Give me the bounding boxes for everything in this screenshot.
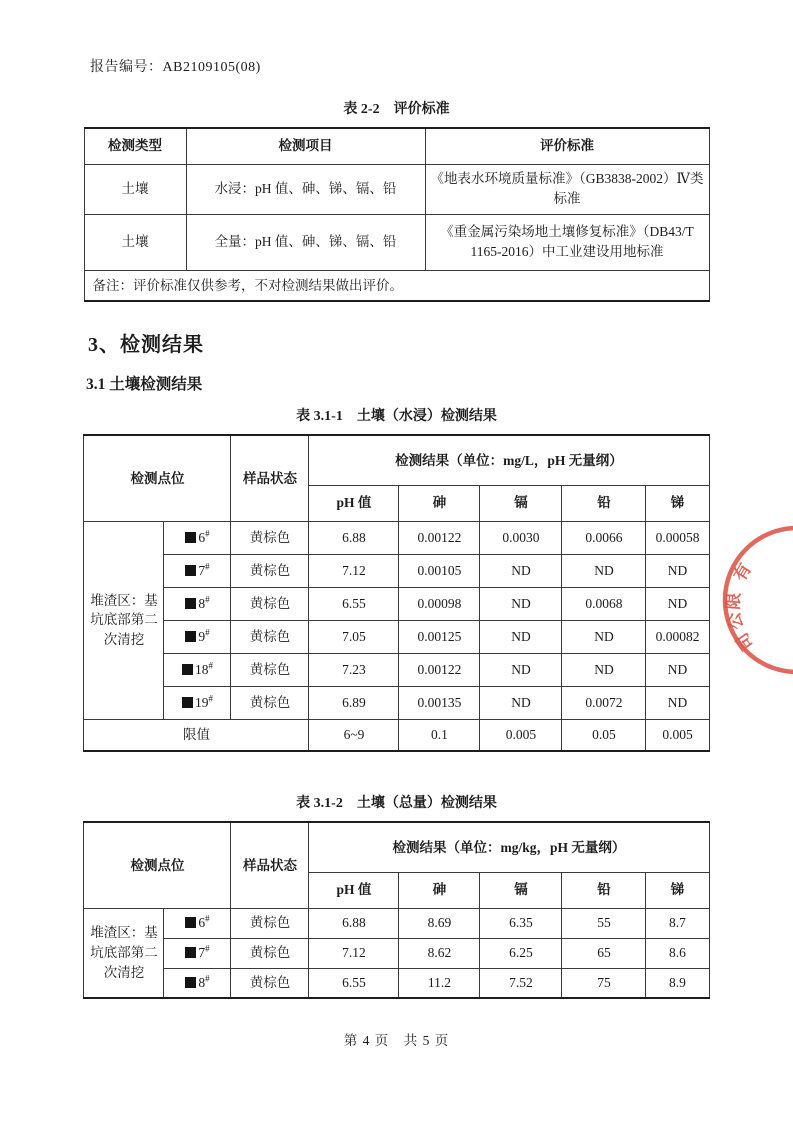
sample-id: 6 bbox=[198, 915, 206, 931]
section-heading: 3、检测结果 bbox=[88, 334, 204, 357]
value-cell: ND bbox=[646, 686, 709, 719]
value-cell: 65 bbox=[562, 938, 646, 968]
value-cell: 0.0072 bbox=[562, 686, 646, 719]
col-header-status: 样品状态 bbox=[231, 435, 309, 521]
report-number-value: AB2109105(08) bbox=[162, 60, 261, 75]
col-header-antimony: 锑 bbox=[646, 872, 709, 908]
table-header-row bbox=[84, 435, 709, 485]
table-row bbox=[84, 938, 709, 968]
test-type-cell: 土壤 bbox=[84, 214, 186, 270]
redaction-square bbox=[182, 664, 193, 675]
redaction-square bbox=[185, 631, 196, 642]
table-row bbox=[84, 587, 709, 620]
col-header-status: 样品状态 bbox=[231, 822, 309, 908]
sample-id-cell bbox=[164, 938, 231, 968]
redaction-square bbox=[185, 532, 196, 543]
value-cell: 0.00122 bbox=[399, 521, 480, 554]
sample-id: 8 bbox=[198, 595, 206, 611]
sample-id-cell bbox=[164, 587, 231, 620]
value-cell: ND bbox=[480, 653, 562, 686]
limit-value-cell: 0.1 bbox=[399, 719, 480, 751]
sample-id: 9 bbox=[198, 628, 206, 644]
col-header-result-unit: 检测结果（单位：mg/kg，pH 无量纲） bbox=[309, 822, 709, 872]
hash-mark: # bbox=[205, 561, 210, 572]
value-cell: 7.52 bbox=[480, 968, 562, 998]
value-cell: 6.55 bbox=[309, 968, 399, 998]
table-note-row bbox=[84, 270, 709, 301]
limit-value-cell: 6~9 bbox=[309, 719, 399, 751]
sample-id: 6 bbox=[198, 529, 206, 545]
col-header-point: 检测点位 bbox=[84, 435, 231, 521]
col-header-lead: 铅 bbox=[562, 872, 646, 908]
soil-total-results-table bbox=[83, 821, 709, 999]
table-header-row bbox=[84, 128, 709, 164]
seal-char: 公 bbox=[724, 610, 747, 632]
value-cell: 8.9 bbox=[646, 968, 709, 998]
redaction-square bbox=[185, 917, 196, 928]
sample-status-cell: 黄棕色 bbox=[231, 938, 309, 968]
col-header-arsenic: 砷 bbox=[399, 872, 480, 908]
value-cell: 6.88 bbox=[309, 521, 399, 554]
sample-id-cell bbox=[164, 554, 231, 587]
value-cell: 6.89 bbox=[309, 686, 399, 719]
value-cell: 8.62 bbox=[399, 938, 480, 968]
sample-id-cell bbox=[164, 968, 231, 998]
company-seal-stamp bbox=[713, 505, 793, 685]
value-cell: ND bbox=[480, 620, 562, 653]
table-header-row bbox=[84, 822, 709, 872]
hash-mark: # bbox=[205, 627, 210, 638]
value-cell: 0.0030 bbox=[480, 521, 562, 554]
value-cell: ND bbox=[480, 686, 562, 719]
hash-mark: # bbox=[205, 913, 210, 924]
sample-id: 18 bbox=[194, 661, 209, 677]
value-cell: 11.2 bbox=[399, 968, 480, 998]
standard-cell: 《地表水环境质量标准》（GB3838-2002）Ⅳ类标准 bbox=[425, 164, 709, 214]
col-header-ph: pH 值 bbox=[309, 485, 399, 521]
sample-id-cell bbox=[164, 908, 231, 938]
table-row bbox=[84, 968, 709, 998]
value-cell: 7.12 bbox=[309, 554, 399, 587]
sample-id-cell bbox=[164, 653, 231, 686]
note-cell: 备注：评价标准仅供参考，不对检测结果做出评价。 bbox=[84, 270, 709, 301]
test-items-cell: 全量：pH 值、砷、锑、镉、铅 bbox=[186, 214, 425, 270]
sample-status-cell: 黄棕色 bbox=[231, 587, 309, 620]
value-cell: 0.00105 bbox=[399, 554, 480, 587]
seal-char: 司 bbox=[732, 629, 758, 655]
table-3-1-1-title: 表 3.1-1 土壤（水浸）检测结果 bbox=[296, 409, 497, 425]
value-cell: 6.88 bbox=[309, 908, 399, 938]
location-cell: 堆渣区：基坑底部第二次清挖 bbox=[84, 908, 164, 998]
value-cell: 6.25 bbox=[480, 938, 562, 968]
hash-mark: # bbox=[208, 693, 213, 704]
limit-row bbox=[84, 719, 709, 751]
value-cell: 7.23 bbox=[309, 653, 399, 686]
sample-status-cell: 黄棕色 bbox=[231, 554, 309, 587]
limit-value-cell: 0.005 bbox=[480, 719, 562, 751]
col-header-antimony: 锑 bbox=[646, 485, 709, 521]
value-cell: 55 bbox=[562, 908, 646, 938]
table-row bbox=[84, 686, 709, 719]
seal-circle-icon bbox=[713, 505, 793, 685]
value-cell: ND bbox=[646, 653, 709, 686]
table-row bbox=[84, 554, 709, 587]
sample-status-cell: 黄棕色 bbox=[231, 968, 309, 998]
sample-status-cell: 黄棕色 bbox=[231, 620, 309, 653]
value-cell: ND bbox=[646, 554, 709, 587]
hash-mark: # bbox=[205, 943, 210, 954]
subsection-heading: 3.1 土壤检测结果 bbox=[86, 376, 203, 394]
value-cell: 0.0066 bbox=[562, 521, 646, 554]
col-header-point: 检测点位 bbox=[84, 822, 231, 908]
value-cell: ND bbox=[480, 554, 562, 587]
location-cell: 堆渣区：基坑底部第二次清挖 bbox=[84, 521, 164, 719]
standard-cell: 《重金属污染场地土壤修复标准》（DB43/T 1165-2016）中工业建设用地标准 bbox=[425, 214, 709, 270]
value-cell: 8.6 bbox=[646, 938, 709, 968]
col-header-result-unit: 检测结果（单位：mg/L，pH 无量纲） bbox=[309, 435, 709, 485]
value-cell: ND bbox=[562, 620, 646, 653]
table-row bbox=[84, 521, 709, 554]
table-row bbox=[84, 908, 709, 938]
col-header-test-type: 检测类型 bbox=[84, 128, 186, 164]
limit-value-cell: 0.05 bbox=[562, 719, 646, 751]
value-cell: 8.7 bbox=[646, 908, 709, 938]
col-header-test-items: 检测项目 bbox=[186, 128, 425, 164]
report-number bbox=[90, 56, 793, 76]
value-cell: 6.55 bbox=[309, 587, 399, 620]
hash-mark: # bbox=[205, 594, 210, 605]
seal-char: 有 bbox=[730, 560, 756, 585]
table-row bbox=[84, 214, 709, 270]
sample-id: 7 bbox=[198, 945, 206, 961]
seal-char: 限 bbox=[723, 591, 744, 611]
limit-value-cell: 0.005 bbox=[646, 719, 709, 751]
test-type-cell: 土壤 bbox=[84, 164, 186, 214]
value-cell: 0.00098 bbox=[399, 587, 480, 620]
value-cell: ND bbox=[480, 587, 562, 620]
col-header-lead: 铅 bbox=[562, 485, 646, 521]
sample-status-cell: 黄棕色 bbox=[231, 908, 309, 938]
col-header-arsenic: 砷 bbox=[399, 485, 480, 521]
sample-id: 7 bbox=[198, 562, 206, 578]
redaction-square bbox=[185, 565, 196, 576]
value-cell: ND bbox=[562, 653, 646, 686]
redaction-square bbox=[182, 697, 193, 708]
value-cell: 0.00135 bbox=[399, 686, 480, 719]
table-row bbox=[84, 653, 709, 686]
col-header-cadmium: 镉 bbox=[480, 485, 562, 521]
value-cell: 75 bbox=[562, 968, 646, 998]
table-row bbox=[84, 620, 709, 653]
col-header-cadmium: 镉 bbox=[480, 872, 562, 908]
value-cell: 8.69 bbox=[399, 908, 480, 938]
sample-id-cell bbox=[164, 521, 231, 554]
test-items-cell: 水浸：pH 值、砷、锑、镉、铅 bbox=[186, 164, 425, 214]
value-cell: 0.00058 bbox=[646, 521, 709, 554]
sample-id: 8 bbox=[198, 975, 206, 991]
hash-mark: # bbox=[205, 973, 210, 984]
redaction-square bbox=[185, 947, 196, 958]
sample-status-cell: 黄棕色 bbox=[231, 653, 309, 686]
value-cell: ND bbox=[646, 587, 709, 620]
table-row bbox=[84, 164, 709, 214]
value-cell: 0.00125 bbox=[399, 620, 480, 653]
redaction-square bbox=[185, 598, 196, 609]
soil-leaching-results-table bbox=[83, 434, 709, 752]
value-cell: 0.00082 bbox=[646, 620, 709, 653]
value-cell: 7.12 bbox=[309, 938, 399, 968]
redaction-square bbox=[185, 977, 196, 988]
value-cell: ND bbox=[562, 554, 646, 587]
value-cell: 7.05 bbox=[309, 620, 399, 653]
hash-mark: # bbox=[205, 528, 210, 539]
value-cell: 6.35 bbox=[480, 908, 562, 938]
limit-label-cell: 限值 bbox=[84, 719, 309, 751]
sample-id-cell bbox=[164, 620, 231, 653]
page-footer: 第 4 页 共 5 页 bbox=[343, 1033, 450, 1049]
table-2-2-title: 表 2-2 评价标准 bbox=[343, 102, 450, 117]
value-cell: 0.0068 bbox=[562, 587, 646, 620]
col-header-standard: 评价标准 bbox=[425, 128, 709, 164]
sample-id-cell bbox=[164, 686, 231, 719]
table-3-1-2-title: 表 3.1-2 土壤（总量）检测结果 bbox=[296, 796, 497, 812]
sample-status-cell: 黄棕色 bbox=[231, 521, 309, 554]
evaluation-standard-table bbox=[84, 127, 710, 302]
sample-status-cell: 黄棕色 bbox=[231, 686, 309, 719]
col-header-ph: pH 值 bbox=[309, 872, 399, 908]
report-number-label: 报告编号： bbox=[90, 60, 163, 75]
value-cell: 0.00122 bbox=[399, 653, 480, 686]
sample-id: 19 bbox=[194, 694, 209, 710]
hash-mark: # bbox=[208, 660, 213, 671]
